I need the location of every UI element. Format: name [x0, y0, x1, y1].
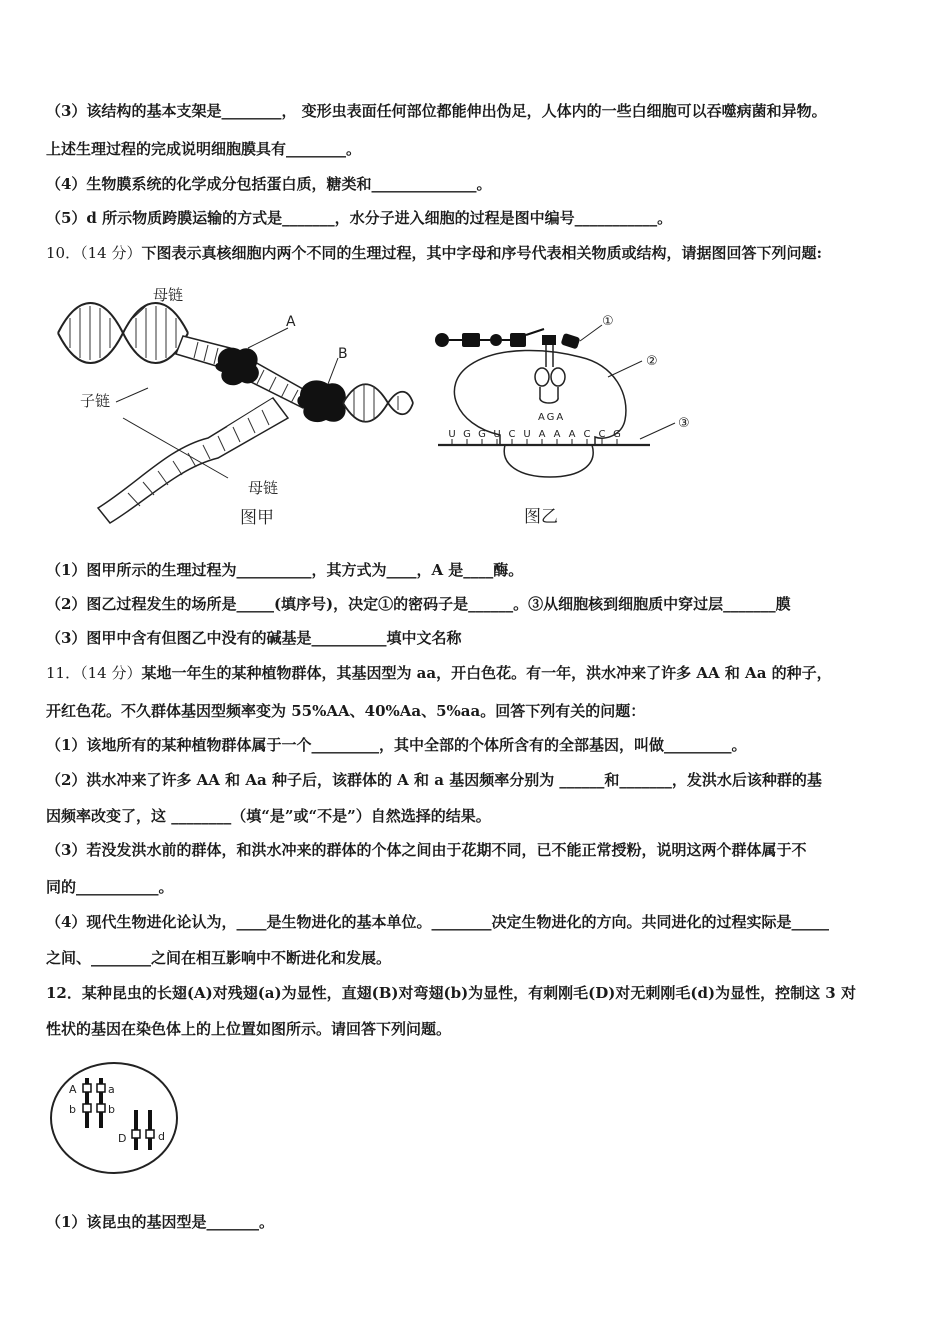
q9-part3-line1: （3）该结构的基本支架是________， 变形虫表面任何部位都能伸出伪足，人体内的一些白细胞可以吞噬病菌和异物。 [46, 102, 827, 120]
gene-label-A: A [69, 1083, 77, 1096]
gene-label-d: d [158, 1130, 165, 1143]
q11-part3-line2: 同的___________。 [46, 878, 174, 896]
q11-part2-line1: （2）洪水冲来了许多 AA 和 Aa 种子后，该群体的 A 和 a 基因频率分别为 ______和_______，发洪水后该种群的基 [46, 771, 822, 789]
q10-part3: （3）图甲中含有但图乙中没有的碱基是__________填中文名称 [46, 629, 462, 647]
polypeptide-chain [435, 329, 544, 347]
figure-yi-translation [430, 305, 710, 530]
gene-label-a: a [108, 1083, 115, 1096]
q11-part4-line2: 之间、________之间在相互影响中不断进化和发展。 [46, 949, 392, 967]
mrna-base-4: C [508, 429, 516, 440]
q11-stem-line2: 开红色花。不久群体基因型频率变为 55%AA、40%Aa、5%aa。回答下列有关的问题： [46, 702, 646, 720]
mrna-base-11: G [613, 429, 621, 440]
q11-part4-line1: （4）现代生物进化论认为，____是生物进化的基本单位。________决定生物进化的方向。共同进化的过程实际是_____ [46, 913, 829, 931]
mrna-base-1: G [463, 429, 471, 440]
q11-stem-line1 [46, 663, 832, 683]
mrna-base-7: A [553, 429, 561, 440]
mrna-base-2: G [478, 429, 486, 440]
q10-part1: （1）图甲所示的生理过程为__________，其方式为____，A 是____酶。 [46, 561, 524, 579]
figure-jia-dna-replication [48, 278, 418, 528]
q10-number: 10．（14 分） [46, 244, 142, 262]
q11-part2-line2: 因频率改变了，这 ________（填“是”或“不是”）自然选择的结果。 [46, 807, 491, 825]
q10-stem-text: 下图表示真核细胞内两个不同的生理过程，其中字母和序号代表相关物质或结构，请据图回答下列问题: [141, 244, 822, 262]
mrna-base-9: C [583, 429, 591, 440]
fig-yi-label-1: ① [602, 314, 614, 329]
fig-yi-label-3: ③ [678, 416, 690, 431]
fig-yi-label-2: ② [646, 354, 658, 369]
cell-outline [51, 1063, 177, 1173]
free-amino-acid [561, 333, 581, 350]
q11-stem-text: 某地一年生的某种植物群体，其基因型为 aa，开白色花。有一年，洪水冲来了许多 AA 和 Aa 的种子， [141, 664, 832, 682]
q9-part5: （5）d 所示物质跨膜运输的方式是_______，水分子进入细胞的过程是图中编号___________。 [46, 209, 673, 227]
fig-jia-label-child: 子链 [80, 392, 111, 410]
mrna-base-6: A [538, 429, 546, 440]
fig-yi-caption: 图乙 [524, 507, 558, 527]
anticodon-label: AGA [538, 412, 566, 423]
q11-part3-line1: （3）若没发洪水前的群体，和洪水冲来的群体的个体之间由于花期不同，已不能正常授粉，说明这两个群体属于不 [46, 841, 807, 859]
q10-part2: （2）图乙过程发生的场所是_____(填序号)，决定①的密码子是______。③从细胞核到细胞质中穿过层_______膜 [46, 595, 791, 613]
q12-stem-line2: 性状的基因在染色体上的上位置如图所示。请回答下列问题。 [46, 1020, 452, 1038]
q12-stem-line1: 12．某种昆虫的长翅(A)对残翅(a)为显性，直翅(B)对弯翅(b)为显性，有刺刚毛(D)对无刺刚毛(d)为显性，控制这 3 对 [46, 984, 856, 1002]
mrna-base-5: U [523, 429, 531, 440]
mrna-base-3: U [493, 429, 501, 440]
q12-part1: （1）该昆虫的基因型是_______。 [46, 1213, 274, 1231]
q9-part3-line2: 上述生理过程的完成说明细胞膜具有________。 [46, 140, 362, 158]
fig-jia-label-mother-bottom: 母链 [248, 479, 279, 497]
fig-jia-label-b: B [338, 346, 348, 362]
mrna-base-0: U [448, 429, 456, 440]
figure-chromosomes [48, 1060, 180, 1178]
fig-jia-caption: 图甲 [240, 508, 274, 528]
gene-label-D: D [118, 1132, 127, 1145]
mrna-base-8: A [568, 429, 576, 440]
gene-label-b-left: b [69, 1103, 76, 1116]
fig-jia-label-mother-top: 母链 [153, 286, 184, 304]
gene-label-b-right: b [108, 1103, 115, 1116]
mrna-base-10: C [598, 429, 606, 440]
q11-number: 11．（14 分） [46, 664, 142, 682]
q10-stem [46, 243, 822, 263]
q9-part4: （4）生物膜系统的化学成分包括蛋白质，糖类和______________。 [46, 175, 492, 193]
q11-part1: （1）该地所有的某种植物群体属于一个_________，其中全部的个体所含有的全部基因，叫做_________。 [46, 736, 747, 754]
fig-jia-label-a: A [286, 314, 296, 330]
